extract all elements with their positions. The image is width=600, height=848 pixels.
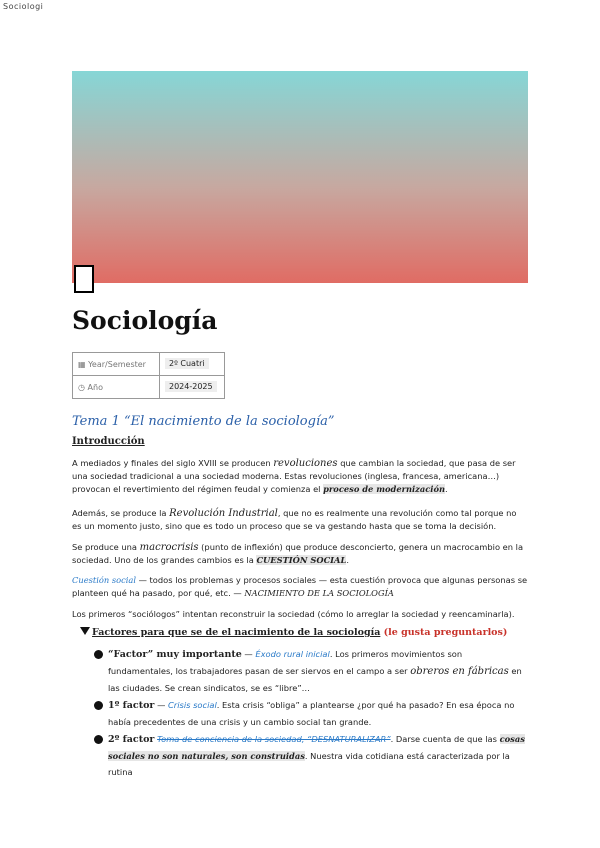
bullet-icon — [94, 701, 103, 710]
property-row — [73, 353, 225, 376]
paragraph: A mediados y finales del siglo XVIII se producen revoluciones que cambian la sociedad, que pasa de ser una sociedad tradicional a una sociedad moderna. Estas revoluciones (inglesa, francesa, americana…) provocan el revertimiento del régimen feudal y comienza el proceso de modernización. — [72, 458, 516, 494]
property-key: ◷ Año — [73, 376, 160, 399]
toggle-triangle-icon[interactable] — [80, 627, 90, 635]
bullet-icon — [94, 650, 103, 659]
toggle-factores[interactable]: Factores para que se de el nacimiento de la sociología (le gusta preguntarlos) — [80, 627, 507, 638]
property-value[interactable]: 2024-2025 — [160, 376, 225, 399]
paragraph: Además, se produce la Revolución Industrial, que no es realmente una revolución como tal porque no es un momento justo, sino que es todo un proceso que se va gestando hasta que se toma la decisión. — [72, 508, 517, 531]
properties-table — [72, 352, 225, 399]
page-icon — [74, 265, 94, 293]
list-item: 2º factor Toma de conciencia de la sociedad, “DESNATURALIZAR”. Darse cuenta de que las cosas sociales no son naturales, son construidas. Nuestra vida cotidiana está caracterizada por la rutina — [96, 731, 528, 780]
property-row — [73, 376, 225, 399]
paragraph: Los primeros “sociólogos” intentan reconstruir la sociedad (cómo lo arreglar la sociedad y reencaminarla). — [72, 609, 515, 619]
list-item: “Factor” muy importante — Éxodo rural inicial. Los primeros movimientos son fundamentales, los trabajadores pasan de ser siervos en el campo a ser obreros en fábricas en las ciudades. Se crean sindicatos, se es “libre”… — [96, 646, 528, 696]
cover-image — [72, 71, 528, 283]
document-label: Sociologi — [3, 2, 44, 11]
paragraph: Cuestión social — todos los problemas y procesos sociales — esta cuestión provoca que algunas personas se planteen qué ha pasado, por qué, etc. — NACIMIENTO DE LA SOCIOLOGÍA — [72, 575, 528, 598]
subheading-intro: Introducción — [72, 436, 145, 447]
paragraph: Se produce una macrocrisis (punto de inflexión) que produce desconcierto, genera un macrocambio en la sociedad. Uno de los grandes cambios es la CUESTIÓN SOCIAL. — [72, 542, 524, 565]
clock-icon: ◷ — [78, 382, 85, 392]
section-heading: Tema 1 “El nacimiento de la sociología” — [72, 414, 335, 429]
property-value[interactable]: 2º Cuatri — [160, 353, 225, 376]
page-title: Sociología — [72, 306, 218, 335]
list-item: 1º factor — Crisis social. Esta crisis “obliga” a plantearse ¿por qué ha pasado? En esa época no había precedentes de una crisis y un cambio social tan grande. — [96, 697, 528, 730]
bullet-icon — [94, 735, 103, 744]
calendar-icon: ▦ — [78, 359, 86, 369]
property-key: ▦ Year/Semester — [73, 353, 160, 376]
